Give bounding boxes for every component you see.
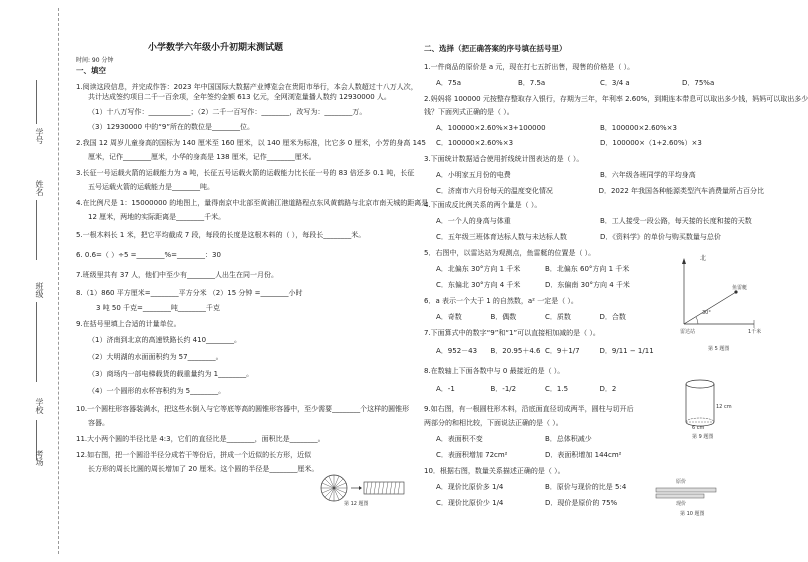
c9-options: [424, 450, 654, 460]
q2-text: 厘米，记作________厘米，小华的身高是 138 厘米，记作________厘米。: [88, 153, 316, 161]
binding-margin: [0, 0, 78, 562]
c8-text: 8.在数轴上下面各数中与 0 最接近的是（ ）。: [424, 367, 565, 375]
option[interactable]: A．北偏东 30°方向 1 千米: [436, 265, 521, 273]
q1-text: 1.阅读这段信息，并完成作答：2023 年中国国际大数据产业博览会在贵阳市举行，本会人数超过十八万人次，: [76, 83, 418, 91]
q1-sub: （1）十八万写作：____________；（2）二千一百写作：________，改写为：________万。: [88, 108, 367, 116]
exam-time: 时间: 90 分钟: [76, 57, 114, 64]
fig9-diameter-label: 6 cm: [692, 425, 705, 431]
q12-figure-caption: 第 12 题图: [344, 501, 369, 507]
option[interactable]: A．-1: [436, 385, 455, 393]
approx-rectangle: [364, 482, 404, 494]
orig-price-bar: [656, 488, 716, 492]
margin-label-name: 姓名: [35, 180, 44, 196]
sector-circle: [321, 475, 347, 501]
option[interactable]: A．一个人的身高与体重: [436, 217, 511, 225]
option[interactable]: B．7.5a: [518, 79, 546, 87]
q9-sub: （3）商场内一部电梯载货的载重量约为 1________。: [88, 370, 254, 378]
fig5-angle-label: 30°: [702, 310, 711, 316]
option[interactable]: D．东偏南 30°方向 4 千米: [545, 281, 630, 289]
option[interactable]: B．总体积减少: [545, 435, 592, 443]
c1-text: 1.一件商品的原价是 a 元，现在打七五折出售，现售的价格是（ ）。: [424, 63, 635, 71]
q8-text: 8.（1）860 平方厘米=________平方分米 （2）15 分钟 =________小时: [76, 289, 303, 297]
fig5-scale-label: 1千米: [748, 329, 762, 335]
fig10-now-label: 现价: [676, 501, 687, 507]
c10-options: [424, 498, 654, 508]
c8-options: [424, 384, 654, 394]
c7-options: [424, 346, 654, 356]
q5-text: 5.一根木料长 1 米，把它平均截成 7 段，每段的长度是这根木料的（ ），每段长________米。: [76, 231, 366, 239]
option[interactable]: D．2: [599, 385, 617, 393]
c10-text: 10．根据右图，数量关系描述正确的是（ ）。: [424, 467, 565, 475]
option[interactable]: B．原价与现价的比是 5:4: [545, 483, 627, 491]
c3-text: 3.下面统计数据适合使用折线统计图表达的是（ ）。: [424, 155, 584, 163]
c9-options: [424, 434, 654, 444]
option[interactable]: D．《资料学》的单价与购买数量与总价: [600, 233, 721, 241]
option[interactable]: C．表面积增加 72cm²: [436, 451, 508, 459]
c1-options: [424, 78, 764, 88]
q3-text: 3.长征一号运载火箭的运载能力为 a 吨，长征五号运载火箭的运载能力比长征一号的 83 倍还多 0.1 吨，长征: [76, 169, 415, 177]
c2-text: 2.妈妈将 100000 元按整存整取存入银行，存期为三年，年利率 2.60%，到期连本带息可以取出多少钱，妈妈可以取出多少: [424, 95, 808, 103]
margin-blank: [36, 200, 37, 260]
option[interactable]: B．工人接受一段公路，每天接的长度和接的天数: [600, 217, 752, 225]
option[interactable]: D．100000×（1+2.60%）×3: [600, 139, 702, 147]
angle-arc: [696, 317, 698, 324]
fig5-boat-label: 鱼雷艇: [732, 285, 748, 291]
fig9-height-label: 12 cm: [716, 404, 732, 410]
c6-options: [424, 312, 654, 322]
option[interactable]: C．质数: [545, 313, 571, 321]
cut-line: [58, 8, 59, 554]
option[interactable]: C．3/4 a: [600, 79, 630, 87]
c2-options: [424, 123, 764, 133]
fig10-orig-label: 原价: [676, 479, 687, 485]
c5-options: [424, 264, 654, 274]
c3-options: [424, 186, 764, 196]
c2-options: [424, 138, 764, 148]
q1-text: 共计达成签约项目二千一百余项，全年签约金额 613 亿元，全网浏览量播人数约 12930000 人。: [88, 93, 391, 101]
q2-text: 2.我国 12 周岁儿童身高的国标为 140 厘米至 160 厘米，以 140 厘米为标准，比它多 0 厘米，小芳的身高 145: [76, 139, 426, 147]
option[interactable]: D．75%a: [682, 79, 715, 87]
q11-text: 11.大小两个圆的半径比是 4:3，它们的直径比是________，面积比是________。: [76, 435, 325, 443]
fig5-north-label: 北: [700, 255, 707, 262]
exam-title: 小学数学六年级小升初期末测试题: [148, 43, 284, 53]
option[interactable]: A．952－43: [436, 347, 478, 355]
margin-label-class: 班级: [35, 282, 44, 298]
q3-text: 五号运载火箭的运载能力是________吨。: [88, 183, 214, 191]
margin-blank: [36, 80, 37, 124]
c4-text: 4.下面成反比例关系的两个量是（ ）。: [424, 201, 542, 209]
margin-blank: [36, 302, 37, 382]
q12-text: 12.如右图，把一个圆沿半径分成若干等份后，拼成一个近似的长方形，近似: [76, 451, 312, 459]
c5-text: 5．右图中，以雷达站为观测点，鱼雷艇的位置是（ ）。: [424, 249, 596, 257]
q9-sub: （2）大明湖的水面面积约为 57________。: [88, 353, 223, 361]
margin-label-room: 考场: [35, 450, 44, 466]
c4-options: [424, 216, 764, 226]
option[interactable]: C．济南市六月份每天的温度变化情况: [436, 187, 553, 195]
option[interactable]: A．75a: [436, 79, 461, 87]
q10-text: 10.一个圆柱形容器装满水，把这些水倒入与它等底等高的圆锥形容器中，至少需要________个这样的圆锥形: [76, 405, 410, 413]
option[interactable]: B．六年级各班同学的平均身高: [600, 171, 696, 179]
c7-text: 7.下面算式中的数字“9”和“1”可以直接相加减的是（ ）。: [424, 329, 600, 337]
c2-text: 钱？下面列式正确的是（ ）。: [424, 108, 514, 116]
fig10-caption: 第 10 题图: [680, 511, 705, 517]
option[interactable]: D．9/11 − 1/11: [599, 347, 654, 355]
option[interactable]: A．现价比原价多 1/4: [436, 483, 504, 491]
option[interactable]: C．现价比原价少 1/4: [436, 499, 504, 507]
option[interactable]: C．9＋1/7: [545, 347, 580, 355]
q9-sub: （1）济南到北京的高速铁路长约 410________。: [88, 336, 242, 344]
fig5-caption: 第 5 题图: [708, 346, 730, 352]
option[interactable]: C．100000×2.60%×3: [436, 139, 514, 147]
q12-text: 长方形的周长比圆的周长增加了 20 厘米。这个圆的半径是________厘米。: [88, 465, 319, 473]
q4-text: 4.在比例尺是 1：15000000 的地图上，量得南京中北部至黄浦江港道路程点东风黄鹤路与北京市南天城的距离是: [76, 199, 429, 207]
c9-text: 两部分的和相比较，下面说法正确的是（ ）。: [424, 419, 563, 427]
now-price-bar: [656, 494, 704, 498]
option[interactable]: B．北偏东 60°方向 1 千米: [545, 265, 630, 273]
north-arrow-icon: [682, 258, 686, 264]
option[interactable]: A．100000×2.60%×3+100000: [436, 124, 546, 132]
c3-options: [424, 170, 764, 180]
option[interactable]: A．奇数: [436, 313, 462, 321]
option[interactable]: D．现价是原价的 75%: [545, 499, 618, 507]
c10-options: [424, 482, 654, 492]
option[interactable]: C．五年级三班体育达标人数与未达标人数: [436, 233, 567, 241]
q1-sub: （3）12930000 中的“9”所在的数位是________位。: [88, 123, 255, 131]
option[interactable]: B．100000×2.60%×3: [600, 124, 677, 132]
q10-bar-figure: [652, 486, 722, 500]
c5-options: [424, 280, 654, 290]
margin-label-school: 学校: [35, 398, 44, 414]
q4-text: 12 厘米，两地的实际距离是________千米。: [88, 213, 226, 221]
q8-text: 3 吨 50 千克=________吨________千克: [96, 304, 220, 312]
c6-text: 6．a 表示一个大于 1 的自然数，a² 一定是（ ）。: [424, 297, 578, 305]
option[interactable]: D．2022 年我国各种能源类型汽车消费量所占百分比: [598, 187, 764, 195]
left-column: [76, 56, 429, 474]
section-choice: 二、选择（把正确答案的序号填在括号里）: [424, 44, 567, 53]
option[interactable]: B．20.95＋4.6: [490, 347, 541, 355]
margin-label-student-id: 学号: [35, 128, 44, 144]
option[interactable]: A．小明家五月份的电费: [436, 171, 511, 179]
c9-text: 9.如右图，有一根圆柱形木料，沿底面直径切成两半，圆柱与切开后: [424, 405, 634, 413]
q7-text: 7.班级里共有 37 人，他们中至少有________人出生在同一月份。: [76, 271, 279, 279]
fig9-caption: 第 9 题图: [692, 434, 714, 440]
option[interactable]: C．1.5: [545, 385, 569, 393]
q9-text: 9.在括号里填上合适的计量单位。: [76, 320, 181, 328]
fig5-station-label: 雷达站: [680, 329, 696, 335]
option[interactable]: B．偶数: [490, 313, 517, 321]
option[interactable]: B．-1/2: [490, 385, 517, 393]
q6-text: 6. 0.6=（ ）÷5 =________%=________：30: [76, 251, 221, 259]
option[interactable]: D．表面积增加 144cm²: [545, 451, 622, 459]
option[interactable]: C．东偏北 30°方向 4 千米: [436, 281, 521, 289]
arrow-right-icon: [351, 486, 362, 490]
q9-sub: （4）一个圆形的水杯容积约为 5________。: [88, 387, 226, 395]
c4-options: [424, 232, 764, 242]
q10-text: 容器。: [88, 419, 109, 427]
section-fill-in: 一、填空: [76, 66, 106, 75]
option[interactable]: D．合数: [599, 313, 626, 321]
bearing-line: [684, 292, 736, 324]
option[interactable]: A．表面积不变: [436, 435, 483, 443]
